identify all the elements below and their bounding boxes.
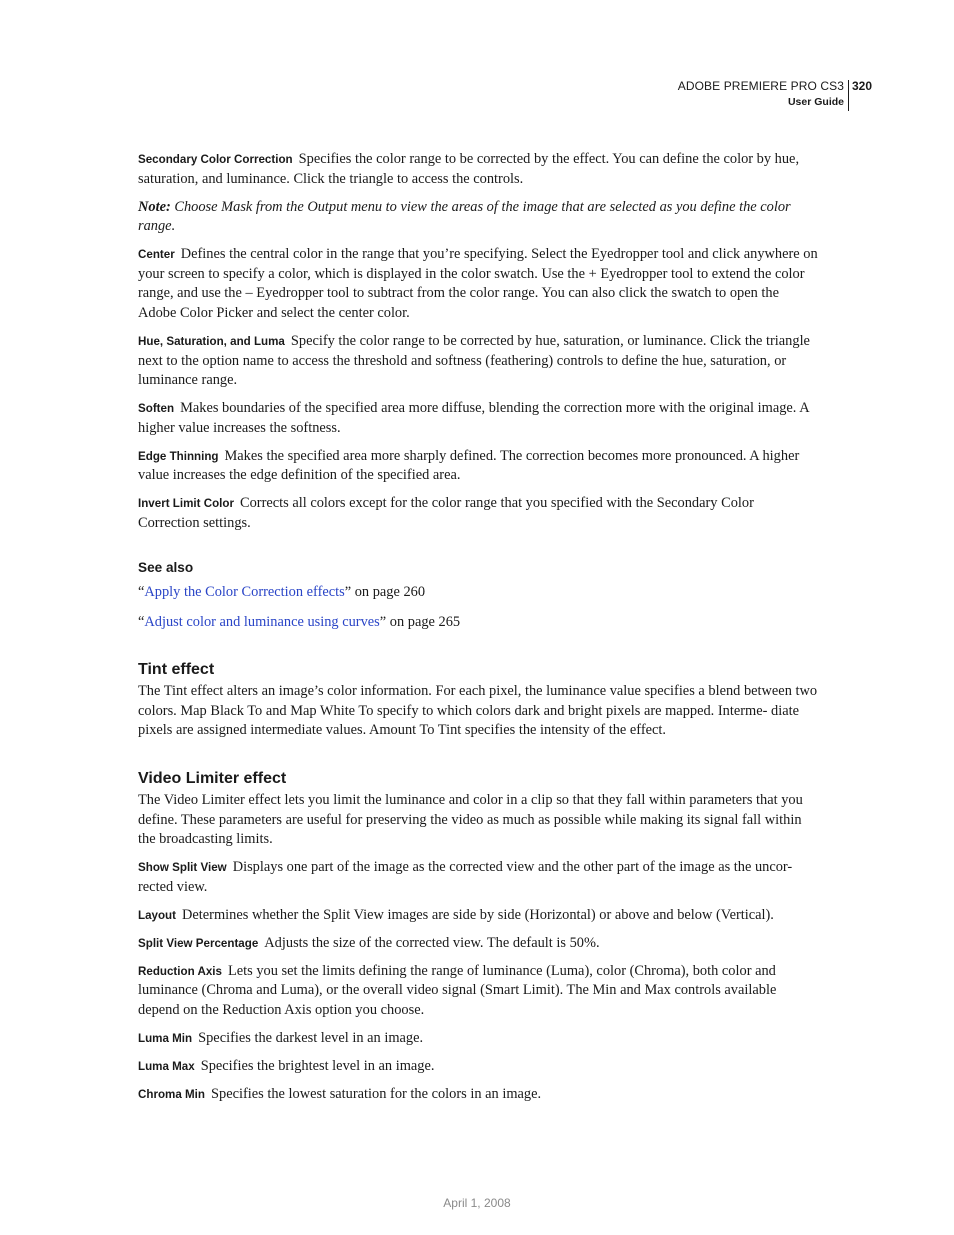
definition-text: Adjusts the size of the corrected view. The default is 50%. — [264, 934, 600, 951]
definition-secondary-color-correction — [138, 150, 818, 189]
see-also-item: “Apply the Color Correction effects” on page 260 — [138, 584, 426, 601]
page-number: 320 — [852, 79, 873, 93]
definition-split-view-percentage — [138, 934, 818, 954]
definition-term: Chroma Min — [138, 1087, 205, 1101]
definition-text: Displays one part of the image as the corrected view and the other part of the image as the uncor- rected view. — [138, 859, 793, 895]
definition-text: Specifies the lowest saturation for the colors in an image. — [211, 1085, 542, 1102]
footer-date: April 1, 2008 — [443, 1196, 511, 1210]
definition-term: Reduction Axis — [138, 964, 222, 978]
note-label: Note: — [138, 198, 171, 215]
definition-text: Defines the central color in the range that you’re specifying. Select the Eyedropper tool and click anywhere on your screen to specify a color, which is displayed in the color swatch. Use the + Eyedropper tool to extend the color range, and use the – Eyedropper tool to subtract from the color range. You can also click the swatch to open the Adobe Color Picker and select the center color. — [138, 246, 818, 321]
definition-edge-thinning — [138, 447, 818, 486]
definition-term: Luma Max — [138, 1059, 195, 1073]
document-title: ADOBE PREMIERE PRO CS3 — [677, 79, 844, 93]
see-also-heading: See also — [138, 560, 194, 576]
definition-soften — [138, 399, 818, 438]
definition-luma-min — [138, 1029, 818, 1049]
definition-term: Soften — [138, 402, 175, 416]
definition-reduction-axis — [138, 962, 818, 1021]
definition-luma-max — [138, 1057, 818, 1077]
definition-term: Center — [138, 248, 175, 262]
definition-text: Specifies the color range to be corrected by the effect. You can define the color by hue, saturation, and luminance. Click the triangle to access the controls. — [138, 151, 800, 187]
note-paragraph — [138, 198, 818, 237]
definition-chroma-min — [138, 1085, 818, 1105]
definition-text: Determines whether the Split View images are side by side (Horizontal) or above and below (Vertical). — [182, 906, 774, 923]
definition-term: Split View Percentage — [138, 936, 259, 950]
definition-term: Show Split View — [138, 861, 227, 875]
definition-center — [138, 245, 818, 323]
definition-invert-limit-color — [138, 494, 818, 533]
definition-term: Edge Thinning — [138, 449, 219, 463]
cross-reference-link[interactable]: Adjust color and luminance using curves — [144, 613, 380, 630]
definition-text: Makes the specified area more sharply defined. The correction becomes more pronounced. A higher value increases the edge definition of the specified area. — [138, 447, 800, 484]
video-limiter-body: The Video Limiter effect lets you limit the luminance and color in a clip so that they fall within parameters that you define. These parameters are useful for preserving the video as much as possible while making its signal fall within the broadcasting limits. — [138, 792, 803, 848]
definition-layout — [138, 906, 818, 926]
page-content — [138, 150, 818, 1113]
cross-reference-link[interactable]: Apply the Color Correction effects — [144, 584, 345, 601]
note-text: Choose Mask from the Output menu to view the areas of the image that are selected as you define the color range. — [138, 198, 791, 235]
definition-term: Luma Min — [138, 1031, 193, 1045]
definition-text: Corrects all colors except for the color range that you specified with the Secondary Color Correction settings. — [138, 495, 754, 531]
header-divider — [848, 80, 849, 111]
tint-body: The Tint effect alters an image’s color information. For each pixel, the luminance value specifies a blend between two colors. Map Black To and Map White To specify to which colors dark and bright pixels are mapped. Interme- diate pixels are assigned intermediate values. Amount To Tint specifies the intensity of the effect. — [138, 683, 818, 739]
see-also-item: “Adjust color and luminance using curves” on page 265 — [138, 613, 461, 630]
definition-text: Makes boundaries of the specified area more diffuse, blending the correction more with the original image. A higher value increases the softness. — [138, 400, 809, 436]
definition-term: Layout — [138, 908, 177, 922]
definition-text: Lets you set the limits defining the range of luminance (Luma), color (Chroma), both color and luminance (Chroma and Luma), or the overall video signal (Smart Limit). The Min and Max controls available depend on the Reduction Axis option you choose. — [138, 962, 777, 1018]
definition-show-split-view — [138, 858, 818, 897]
document-subtitle: User Guide — [787, 96, 844, 108]
definition-hue-saturation-luma — [138, 332, 818, 391]
definition-text: Specify the color range to be corrected by hue, saturation, or luminance. Click the triangle next to the option name to access the threshold and softness (feathering) controls to define the hue, saturation, or luminance range. — [138, 332, 810, 389]
definition-term: Invert Limit Color — [138, 497, 234, 511]
definition-term: Secondary Color Correction — [138, 153, 293, 166]
running-head — [678, 78, 848, 110]
definition-term: Hue, Saturation, and Luma — [138, 334, 285, 348]
definition-text: Specifies the darkest level in an image. — [198, 1029, 424, 1046]
section-heading-video-limiter: Video Limiter effect — [138, 770, 287, 787]
definition-text: Specifies the brightest level in an image. — [200, 1057, 435, 1074]
section-heading-tint: Tint effect — [138, 661, 215, 679]
